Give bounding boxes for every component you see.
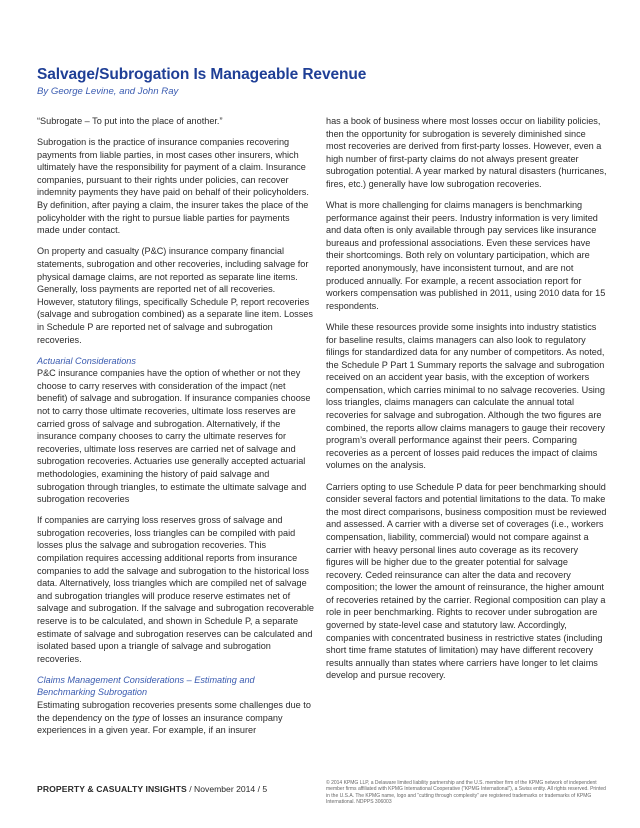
section-subheading: Claims Management Considerations – Estimating and Benchmarking Subrogation [37, 674, 255, 698]
paragraph: Subrogation is the practice of insurance companies recovering payments from liable parties, in most cases other insurers, which ultimately have the responsibility for payment of a claim. Insurance companies, pursuant to their rights under policies, can recover indemnity payments they have paid on behalf of their policyholders. By definition, after paying a claim, the insurer takes the place of the policyholder with the right to pursue liable parties for payments made under contact. [37, 137, 309, 236]
publication-name: PROPERTY & CASUALTY INSIGHTS [37, 784, 187, 794]
paragraph: has a book of business where most losses occur on liability policies, then the opportunity for subrogation is severely diminished since most recoveries are derived from first-party losses. However, even a high number of first-party claims do not always present greater subrogation potential. A year marked by natural disasters (hurricanes, fires, etc.) generally have low subrogation recoveries. [326, 116, 607, 189]
issue-and-page: / November 2014 / 5 [186, 784, 268, 794]
paragraph: Carriers opting to use Schedule P data for peer benchmarking should consider several factors and potential limitations to the data. To make the most direct comparisons, business composition must be reviewed and assessed. A carrier with a diverse set of coverages (i.e., workers compensation, liability, commercial) would not compare against a carrier with heavy personal lines auto coverage as its recovery figures will be higher due to the greater potential for salvage recovery. Ceded reinsurance can alter the data and recovery composition; the lower the amount of reinsurance, the higher amount of recoveries retained by the carrier. Regional composition can play a role in peer benchmarking. Rights to recover under subrogation are governed by state-level case and statutory law. Accordingly, companies with concentrated business in restrictive states (including short time frame statutes of limitation) may have different recovery results annually than states where carriers have longer to let claims develop and pursue recovery. [326, 481, 607, 681]
section-subheading: Actuarial Considerations [37, 355, 136, 366]
paragraph-text: of losses an insurance company experiences in a given year. For example, if an insurer [37, 712, 283, 736]
paragraph-text: Estimating subrogation recoveries presents some challenges due to the dependency on the [37, 700, 311, 723]
article-title: Salvage/Subrogation Is Manageable Revenue [37, 66, 367, 83]
paragraph: P&C insurance companies have the option of whether or not they choose to carry reserves with consideration of the impact (net benefit) of salvage and subrogation. If insurance companies choose not to carry those ultimate recoveries, ultimate loss reserves are carried gross of salvage and subrogation. Alternatively, if the insurance company chooses to carry the ultimate reserves for recoveries, ultimate loss reserves are carried net of salvage and subrogation recoveries. Actuaries use generally accepted actuarial methodologies, examining the history of paid salvage and subrogation through triangles, to estimate the ultimate salvage and subrogation recoveries [37, 368, 311, 505]
footer-publication [37, 784, 267, 794]
emphasis-text: type [132, 712, 150, 723]
article-byline: By George Levine, and John Ray [37, 86, 179, 97]
paragraph [37, 699, 314, 737]
paragraph: What is more challenging for claims managers is benchmarking performance against their peers. Industry information is very limited and data often is only available through pay services like insurance bureaus and professional associations. Even these services have their shortcomings. Both rely on voluntary participation, which are reported anonymously, have inconsistent turnout, and are not produced annually. For example, a recent association report for workers compensation was published in 2011, using 2010 data for 15 respondents. [326, 200, 606, 311]
paragraph: On property and casualty (P&C) insurance company financial statements, subrogation and other recoveries, including salvage for physical damage claims, are not reported as separate line items. Generally, loss payments are reported net of all recoveries. However, statutory filings, specifically Schedule P, report recoveries (salvage and subrogation combined) as a separate line item. Losses in Schedule P are reported net of salvage and subrogation recoveries. [37, 246, 313, 345]
paragraph: If companies are carrying loss reserves gross of salvage and subrogation recoveries, loss triangles can be compiled with paid losses plus the salvage and subrogation recoveries. This compilation requires accessing additional reports from insurance companies to add the salvage and subrogation to the historical loss data. Alternatively, loss triangles which are compiled net of salvage and subrogation triangles will produce reserve estimates net of salvage and subrogation. If the salvage and subrogation recoverable reserve is to be calculated, and shown in Schedule P, a separate estimate of salvage and subrogation reserves can be calculated and isolated based upon a triangle of salvage and subrogation recoveries. [37, 515, 314, 664]
paragraph: While these resources provide some insights into industry statistics for baseline results, claims managers can also look to regulatory filings for standardized data for any number of competitors. As noted, the Schedule P Part 1 Summary reports the salvage and subrogation received on an accident year basis, with the exception of workers compensation, which carries minimal to no salvage recoveries. Using loss triangles, claims managers can calculate the annual total recoveries for salvage and subrogation. Although the two figures are combined, the reports allow claims managers to gauge their recovery program’s overall performance against their peers. Comparing recoveries as a percent of losses paid reduces the impact of claims volumes on the analysis. [326, 321, 605, 471]
right-column [326, 115, 607, 682]
left-column [37, 115, 314, 737]
opening-quote: “Subrogate – To put into the place of another.” [37, 116, 223, 126]
footer-legal: © 2014 KPMG LLP, a Delaware limited liability partnership and the U.S. member firm of the KPMG network of independent member firms affiliated with KPMG International Cooperative (“KPMG International”), a Swiss entity. All rights reserved. Printed in the U.S.A. The KPMG name, logo and “cutting through complexity” are registered trademarks or trademarks of KPMG International. NDPPS 306003 [326, 780, 606, 806]
